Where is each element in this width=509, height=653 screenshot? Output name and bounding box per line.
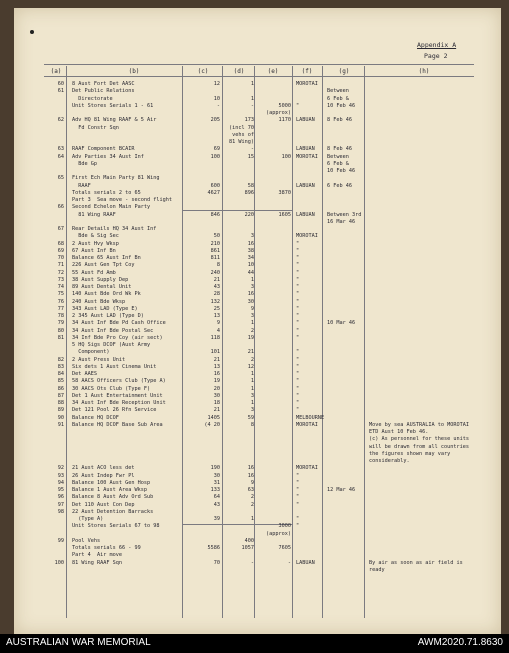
cell-d: 2 bbox=[250, 494, 254, 501]
cell-f: " bbox=[296, 385, 300, 392]
cell-b: Det AAES bbox=[72, 371, 97, 377]
cell-c: 600 bbox=[210, 182, 220, 189]
cell-f: " bbox=[296, 327, 300, 334]
cell-a: 88 bbox=[57, 400, 64, 406]
cell-d: 3 bbox=[250, 407, 254, 414]
cell-d: 1 bbox=[250, 95, 254, 102]
cell-c: - bbox=[216, 102, 220, 109]
cell-b: (Type A) bbox=[72, 516, 104, 522]
cell-b: 226 Aust Gen Tpt Coy bbox=[72, 262, 135, 269]
cell-c: 118 bbox=[210, 334, 220, 341]
cell-d: 2 bbox=[250, 356, 254, 363]
document-page bbox=[14, 8, 501, 634]
cell-c: 13 bbox=[213, 363, 220, 370]
cell-g: 10 Mar 46 bbox=[327, 320, 356, 327]
cell-a: 78 bbox=[57, 313, 64, 319]
cell-b: Part 4 Air move bbox=[72, 552, 122, 559]
cell-d: 10 bbox=[247, 262, 254, 269]
cell-c: 30 bbox=[213, 392, 220, 399]
cell-g: 10 Feb 46 bbox=[327, 168, 356, 174]
cell-b: 2 Aust Hvy Wksp bbox=[72, 240, 119, 247]
cell-d: 1 bbox=[250, 81, 254, 87]
cell-d: 1 bbox=[250, 385, 254, 392]
cell-c: 21 bbox=[213, 276, 220, 283]
cell-f: " bbox=[296, 363, 300, 370]
cell-a: 84 bbox=[57, 371, 64, 377]
cell-a: 95 bbox=[57, 487, 64, 493]
cell-a: 86 bbox=[57, 385, 64, 392]
cell-b: Bde Gp bbox=[72, 160, 97, 167]
cell-a: 85 bbox=[57, 378, 64, 385]
cell-e: 3000 bbox=[278, 523, 291, 530]
appendix-label: Appendix A bbox=[417, 41, 457, 49]
cell-d: 15 bbox=[247, 153, 254, 160]
cell-d: 1 bbox=[250, 276, 254, 283]
cell-f: " bbox=[296, 400, 300, 406]
cell-a: 96 bbox=[57, 494, 64, 501]
cell-b: Balance HQ DCOF bbox=[72, 414, 119, 421]
cell-a: 92 bbox=[57, 465, 64, 472]
cell-b: Directorate bbox=[72, 95, 113, 102]
cell-d: vehs of bbox=[232, 131, 254, 138]
cell-a: 60 bbox=[57, 81, 64, 87]
cell-b: Balance HQ DCOF Base Sub Area bbox=[72, 421, 163, 428]
cell-a: 81 bbox=[57, 334, 64, 341]
cell-f: " bbox=[296, 102, 300, 109]
cell-a: 76 bbox=[57, 298, 64, 305]
cell-e: 1605 bbox=[278, 211, 291, 218]
cell-d: 19 bbox=[247, 334, 254, 341]
cell-c: 13 bbox=[213, 313, 220, 319]
cell-f: MELBOURNE bbox=[296, 414, 325, 421]
cell-a: 64 bbox=[57, 153, 64, 160]
cell-d: 3 bbox=[250, 313, 254, 319]
cell-d: 16 bbox=[247, 240, 254, 247]
cell-b: Component) bbox=[72, 349, 110, 356]
cell-b: Det 110 Aust Con Dep bbox=[72, 501, 135, 508]
cell-b: Det 1 Aust Entertainment Unit bbox=[72, 392, 163, 399]
cell-d: 16 bbox=[247, 465, 254, 472]
cell-e: 100 bbox=[281, 153, 291, 160]
cell-a: 61 bbox=[57, 88, 64, 95]
cell-f: " bbox=[296, 407, 300, 414]
cell-a: 66 bbox=[57, 204, 64, 211]
column-header-d: (d) bbox=[233, 68, 245, 75]
cell-g: 8 Feb 46 bbox=[327, 117, 352, 124]
cell-c: 205 bbox=[210, 117, 220, 124]
cell-d: 1 bbox=[250, 378, 254, 385]
cell-b: 38 Aust Supply Dep bbox=[72, 276, 129, 283]
cell-a: 94 bbox=[57, 479, 64, 486]
col-divider bbox=[66, 66, 67, 618]
cell-b: 81 Wing RAAF bbox=[72, 211, 116, 218]
cell-d: 81 Wing) bbox=[229, 139, 254, 145]
cell-d: 9 bbox=[250, 305, 254, 312]
cell-a: 68 bbox=[57, 240, 64, 247]
cell-e: (approx) bbox=[266, 530, 291, 537]
cell-c: 18 bbox=[213, 400, 220, 406]
cell-a: 83 bbox=[57, 363, 64, 370]
cell-f: " bbox=[296, 262, 300, 269]
cell-f: LABUAN bbox=[296, 117, 315, 124]
header-rule bbox=[44, 76, 474, 77]
cell-c: 21 bbox=[213, 407, 220, 414]
cell-f: " bbox=[296, 392, 300, 399]
cell-d: 34 bbox=[247, 255, 254, 261]
footer-accession: AWM2020.71.8630 bbox=[417, 637, 503, 648]
cell-h: considerably. bbox=[369, 458, 410, 464]
cell-c: 132 bbox=[210, 298, 220, 305]
cell-c: 28 bbox=[213, 291, 220, 298]
cell-b: Unit Stores Serials 1 - 61 bbox=[72, 102, 154, 109]
cell-a: 82 bbox=[57, 356, 64, 363]
cell-b: Unit Stores Serials 67 to 98 bbox=[72, 523, 160, 530]
cell-f: " bbox=[296, 501, 300, 508]
cell-a: 67 bbox=[57, 226, 64, 232]
cell-d: 220 bbox=[244, 211, 254, 218]
cell-g: 12 Mar 46 bbox=[327, 487, 356, 493]
cell-d: 896 bbox=[244, 189, 254, 196]
cell-b: 55 Aust Fd Amb bbox=[72, 269, 116, 276]
cell-c: 50 bbox=[213, 233, 220, 240]
cell-c: 190 bbox=[210, 465, 220, 472]
cell-b: 2 345 Aust LAD (Type D) bbox=[72, 313, 144, 319]
cell-c: 210 bbox=[210, 240, 220, 247]
cell-f: " bbox=[296, 291, 300, 298]
cell-b: Det 121 Pool 26 Rfn Service bbox=[72, 407, 157, 414]
cell-a: 77 bbox=[57, 305, 64, 312]
cell-f: LABUAN bbox=[296, 559, 315, 566]
cell-d: 3 bbox=[250, 284, 254, 290]
cell-b: 2 Aust Press Unit bbox=[72, 356, 126, 363]
cell-g: Between 3rd bbox=[327, 211, 362, 218]
cell-d: - bbox=[250, 559, 254, 566]
cell-d: 63 bbox=[247, 487, 254, 493]
cell-b: 34 Aust Inf Bde Reception Unit bbox=[72, 400, 166, 406]
cell-a: 98 bbox=[57, 508, 64, 515]
cell-c: 9 bbox=[216, 320, 220, 327]
cell-g: 6 Feb & bbox=[327, 95, 349, 102]
cell-b: RAAF Component BCAIR bbox=[72, 146, 135, 153]
cell-a: 63 bbox=[57, 146, 64, 153]
cell-f: " bbox=[296, 378, 300, 385]
cell-c: 20 bbox=[213, 385, 220, 392]
cell-c: 8 bbox=[216, 262, 220, 269]
col-divider bbox=[364, 66, 365, 618]
cell-f: " bbox=[296, 371, 300, 377]
cell-a: 65 bbox=[57, 175, 64, 182]
cell-d: 59 bbox=[247, 414, 254, 421]
cell-b: Totals serials 2 to 65 bbox=[72, 189, 141, 196]
cell-c: 5586 bbox=[207, 545, 220, 551]
cell-g: 10 Feb 46 bbox=[327, 102, 356, 109]
cell-f: MOROTAI bbox=[296, 81, 318, 87]
cell-c: 10 bbox=[213, 95, 220, 102]
cell-f: " bbox=[296, 516, 300, 522]
column-header-h: (h) bbox=[418, 68, 430, 75]
cell-a: 69 bbox=[57, 247, 64, 254]
cell-c: 861 bbox=[210, 247, 220, 254]
cell-h: the figures shown may vary bbox=[369, 450, 451, 457]
cell-h: Move by sea AUSTRALIA to MOROTAI bbox=[369, 421, 469, 428]
cell-b: 67 Aust Inf Bn bbox=[72, 247, 116, 254]
cell-d: - bbox=[250, 146, 254, 153]
cell-d: 1 bbox=[250, 371, 254, 377]
cell-g: Between bbox=[327, 88, 349, 95]
cell-f: " bbox=[296, 349, 300, 356]
cell-h: ready bbox=[369, 566, 385, 573]
cell-f: " bbox=[296, 276, 300, 283]
cell-a: 62 bbox=[57, 117, 64, 124]
cell-a: 90 bbox=[57, 414, 64, 421]
cell-b: Det Public Relations bbox=[72, 88, 135, 95]
cell-e: (approx) bbox=[266, 110, 291, 116]
cell-f: MOROTAI bbox=[296, 421, 318, 428]
cell-b: First Ech Main Party 81 Wing bbox=[72, 175, 160, 182]
cell-f: " bbox=[296, 284, 300, 290]
cell-c: 811 bbox=[210, 255, 220, 261]
col-divider bbox=[222, 66, 223, 618]
cell-b: 8 Aust Fort Det AASC bbox=[72, 81, 135, 87]
cell-c: 25 bbox=[213, 305, 220, 312]
cell-a: 89 bbox=[57, 407, 64, 414]
cell-f: " bbox=[296, 494, 300, 501]
cell-f: " bbox=[296, 298, 300, 305]
cell-c: 846 bbox=[210, 211, 220, 218]
cell-h: By air as soon as air field is bbox=[369, 559, 463, 566]
cell-a: 73 bbox=[57, 276, 64, 283]
cell-c: 101 bbox=[210, 349, 220, 356]
cell-d: 21 bbox=[247, 349, 254, 356]
cell-a: 80 bbox=[57, 327, 64, 334]
cell-a: 75 bbox=[57, 291, 64, 298]
cell-f: MOROTAI bbox=[296, 465, 318, 472]
footer-source: AUSTRALIAN WAR MEMORIAL bbox=[6, 637, 151, 648]
cell-c: 4 bbox=[216, 327, 220, 334]
cell-d: 16 bbox=[247, 472, 254, 479]
cell-a: 79 bbox=[57, 320, 64, 327]
cell-b: Second Echelon Main Party bbox=[72, 204, 151, 211]
cell-d: 3 bbox=[250, 233, 254, 240]
cell-a: 71 bbox=[57, 262, 64, 269]
col-divider bbox=[254, 66, 255, 618]
cell-a: 87 bbox=[57, 392, 64, 399]
cell-c: 70 bbox=[213, 559, 220, 566]
cell-b: Adv HQ 81 Wing RAAF & 5 Air bbox=[72, 117, 157, 124]
cell-h: (c) As personnel for these units bbox=[369, 436, 469, 443]
cell-d: 2 bbox=[250, 501, 254, 508]
cell-f: LABUAN bbox=[296, 182, 315, 189]
cell-d: 44 bbox=[247, 269, 254, 276]
cell-b: 34 Aust Inf Bde Pd Cash Office bbox=[72, 320, 166, 327]
column-header-b: (b) bbox=[128, 68, 140, 75]
cell-d: 1 bbox=[250, 516, 254, 522]
cell-c: 1405 bbox=[207, 414, 220, 421]
cell-d: 38 bbox=[247, 247, 254, 254]
table-top-rule bbox=[44, 64, 474, 65]
cell-a: 70 bbox=[57, 255, 64, 261]
cell-b: Bde & Sig Sec bbox=[72, 233, 119, 240]
cell-d: 3 bbox=[250, 392, 254, 399]
cell-b: 240 Aust Bde Wksp bbox=[72, 298, 126, 305]
column-header-c: (c) bbox=[197, 68, 209, 75]
cell-d: (incl 70 bbox=[229, 124, 254, 131]
cell-f: " bbox=[296, 334, 300, 341]
cell-e: 1170 bbox=[278, 117, 291, 124]
cell-b: Six dets 1 Aust Cinema Unit bbox=[72, 363, 157, 370]
column-header-g: (g) bbox=[338, 68, 350, 75]
cell-g: 8 Feb 46 bbox=[327, 146, 352, 153]
cell-b: 34 Aust Inf Bde Postal Sec bbox=[72, 327, 154, 334]
cell-d: 2 bbox=[250, 327, 254, 334]
cell-e: 3870 bbox=[278, 189, 291, 196]
cell-b: Totals serials 66 - 99 bbox=[72, 545, 141, 551]
cell-f: MOROTAI bbox=[296, 233, 318, 240]
cell-f: " bbox=[296, 305, 300, 312]
col-divider bbox=[322, 66, 323, 618]
cell-b: 21 Aust ACO less det bbox=[72, 465, 135, 472]
cell-b: 30 AACS Ots Club (Type F) bbox=[72, 385, 151, 392]
cell-b: 34 Inf Bde Pro Coy (air sect) bbox=[72, 334, 163, 341]
cell-a: 100 bbox=[54, 559, 64, 566]
cell-d: 12 bbox=[247, 363, 254, 370]
cell-f: " bbox=[296, 523, 300, 530]
cell-g: 6 Feb 46 bbox=[327, 182, 352, 189]
column-header-e: (e) bbox=[267, 68, 279, 75]
cell-a: 74 bbox=[57, 284, 64, 290]
cell-b: Balance 65 Aust Inf Bn bbox=[72, 255, 141, 261]
punch-hole bbox=[30, 30, 34, 34]
cell-c: 12 bbox=[213, 81, 220, 87]
cell-g: Between bbox=[327, 153, 349, 160]
cell-a: 93 bbox=[57, 472, 64, 479]
cell-g: 16 Mar 46 bbox=[327, 218, 356, 225]
cell-b: Balance 100 Aust Gen Hosp bbox=[72, 479, 151, 486]
cell-c: (4 20 bbox=[204, 421, 220, 428]
cell-c: 133 bbox=[210, 487, 220, 493]
cell-f: " bbox=[296, 255, 300, 261]
column-header-a: (a) bbox=[50, 68, 62, 75]
cell-f: " bbox=[296, 472, 300, 479]
column-header-f: (f) bbox=[301, 68, 313, 75]
page-number: Page 2 bbox=[424, 52, 448, 60]
cell-e: 5000 bbox=[278, 102, 291, 109]
col-divider bbox=[182, 66, 183, 618]
cell-b: 140 Aust Bde Ord Wk Pk bbox=[72, 291, 141, 298]
cell-b: 5 HQ Sigs DCOF (Aust Army bbox=[72, 342, 151, 348]
cell-e: 7605 bbox=[278, 545, 291, 551]
cell-f: LABUAN bbox=[296, 146, 315, 153]
cell-a: 99 bbox=[57, 537, 64, 544]
cell-b: Fd Constr Sqn bbox=[72, 124, 119, 131]
cell-c: 39 bbox=[213, 516, 220, 522]
cell-c: 19 bbox=[213, 378, 220, 385]
cell-c: 43 bbox=[213, 501, 220, 508]
cell-f: " bbox=[296, 356, 300, 363]
cell-e: - bbox=[287, 559, 291, 566]
cell-d: 173 bbox=[244, 117, 254, 124]
cell-f: " bbox=[296, 313, 300, 319]
cell-h: will be drawn from all countries bbox=[369, 443, 469, 450]
cell-c: 240 bbox=[210, 269, 220, 276]
cell-f: " bbox=[296, 479, 300, 486]
cell-f: LABUAN bbox=[296, 211, 315, 218]
cell-c: 43 bbox=[213, 284, 220, 290]
col-divider bbox=[292, 66, 293, 618]
footer-bar bbox=[0, 634, 509, 653]
cell-a: 72 bbox=[57, 269, 64, 276]
cell-d: 16 bbox=[247, 291, 254, 298]
cell-d: 400 bbox=[244, 537, 254, 544]
cell-b: 81 Wing RAAF Sqn bbox=[72, 559, 122, 566]
cell-d: 30 bbox=[247, 298, 254, 305]
cell-c: 16 bbox=[213, 371, 220, 377]
cell-f: " bbox=[296, 320, 300, 327]
cell-f: " bbox=[296, 269, 300, 276]
cell-b: Rear Details HQ 34 Aust Inf bbox=[72, 226, 157, 232]
cell-b: 89 Aust Dental Unit bbox=[72, 284, 132, 290]
cell-d: 1 bbox=[250, 400, 254, 406]
cell-c: 64 bbox=[213, 494, 220, 501]
cell-f: " bbox=[296, 247, 300, 254]
cell-c: 4627 bbox=[207, 189, 220, 196]
cell-c: 69 bbox=[213, 146, 220, 153]
cell-c: 21 bbox=[213, 356, 220, 363]
cell-f: " bbox=[296, 240, 300, 247]
cell-b: 22 Aust Detention Barracks bbox=[72, 508, 154, 515]
cell-f: " bbox=[296, 487, 300, 493]
cell-b: Part 3 Sea move - second flight bbox=[72, 197, 172, 203]
cell-b: Adv Parties 34 Aust Inf bbox=[72, 153, 144, 160]
cell-b: 343 Aust LAD (Type E) bbox=[72, 305, 138, 312]
cell-h: ETD Aust 10 Feb 46. bbox=[369, 429, 429, 435]
cell-d: 8 bbox=[250, 421, 254, 428]
cell-b: 58 AACS Officers Club (Type A) bbox=[72, 378, 166, 385]
cell-d: 1057 bbox=[241, 545, 254, 551]
cell-a: 91 bbox=[57, 421, 64, 428]
cell-g: 6 Feb & bbox=[327, 160, 349, 167]
cell-d: 58 bbox=[247, 182, 254, 189]
cell-c: 30 bbox=[213, 472, 220, 479]
cell-d: 1 bbox=[250, 320, 254, 327]
cell-b: Pool Vehs bbox=[72, 537, 101, 544]
cell-b: Balance 8 Aust Adv Ord Sub bbox=[72, 494, 154, 501]
cell-a: 97 bbox=[57, 501, 64, 508]
cell-c: 100 bbox=[210, 153, 220, 160]
cell-b: Balance 1 Aust Area Wksp bbox=[72, 487, 147, 493]
cell-d: 9 bbox=[250, 479, 254, 486]
cell-c: 31 bbox=[213, 479, 220, 486]
cell-d: - bbox=[250, 102, 254, 109]
cell-b: 26 Aust Indep Fwr Pl bbox=[72, 472, 135, 479]
cell-b: RAAF bbox=[72, 182, 91, 189]
cell-f: MOROTAI bbox=[296, 153, 318, 160]
